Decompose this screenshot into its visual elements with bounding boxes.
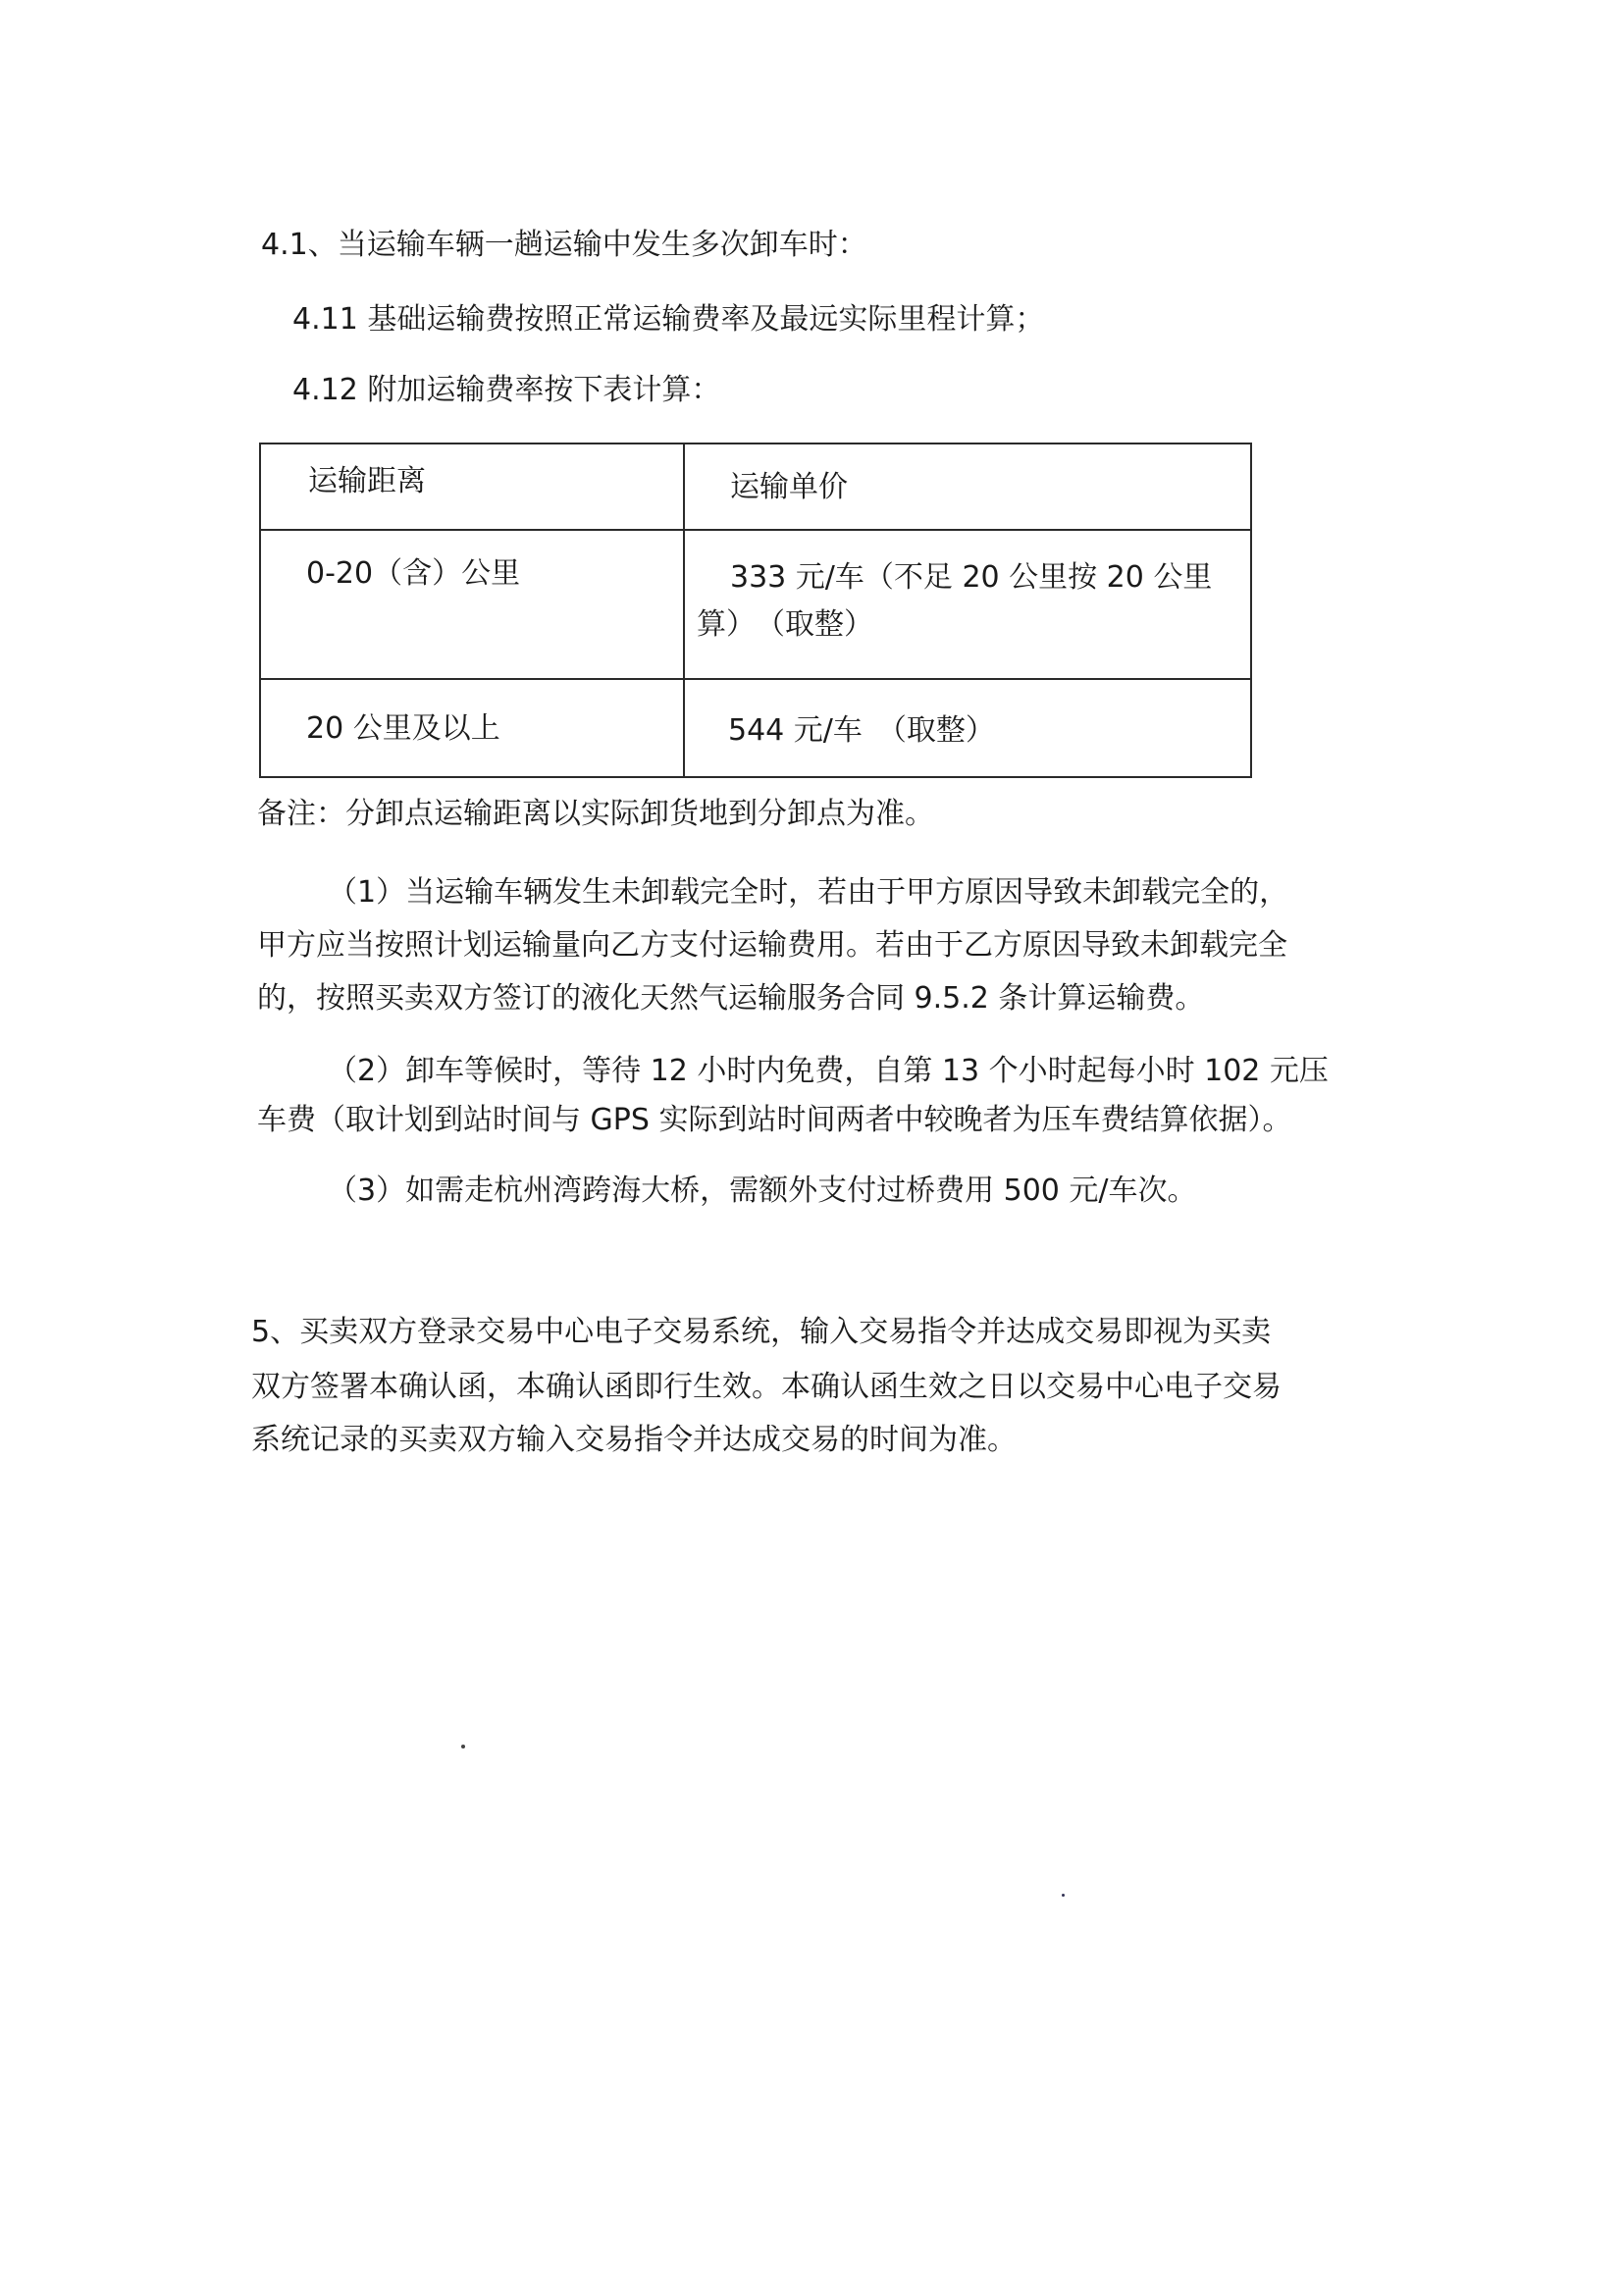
row1-price-line1: 333 元/车（不足 20 公里按 20 公里 [730, 560, 1213, 595]
note1-line2: 甲方应当按照计划运输量向乙方支付运输费用。若由于乙方原因导致未卸载完全 [257, 928, 1287, 963]
header-distance [260, 444, 684, 530]
row2-price-line1: 544 元/车 （取整） [728, 713, 995, 748]
section-5-line2: 双方签署本确认函，本确认函即行生效。本确认函生效之日以交易中心电子交易 [251, 1370, 1282, 1404]
rate-table [259, 443, 1252, 778]
note2-line1: （2）卸车等候时，等待 12 小时内免费，自第 13 个小时起每小时 102 元压 [328, 1054, 1329, 1088]
item-4-12: 4.12 附加运输费率按下表计算： [292, 373, 721, 407]
scan-speck [461, 1745, 465, 1748]
section-4-1: 4.1、当运输车辆一趟运输中发生多次卸车时： [261, 228, 867, 262]
row2-distance-text: 20 公里及以上 [306, 711, 500, 746]
row1-price [684, 530, 1251, 679]
row2-price [684, 679, 1251, 777]
table-row [260, 679, 1251, 777]
table-row [260, 530, 1251, 679]
note1-line1: （1）当运输车辆发生未卸载完全时，若由于甲方原因导致未卸载完全的， [328, 875, 1289, 910]
remark: 备注：分卸点运输距离以实际卸货地到分卸点为准。 [257, 797, 934, 831]
section-5-line1: 5、买卖双方登录交易中心电子交易系统，输入交易指令并达成交易即视为买卖 [251, 1315, 1272, 1349]
header-price-label: 运输单价 [730, 470, 848, 504]
table-header-row [260, 444, 1251, 530]
row1-price-line2: 算） （取整） [697, 607, 873, 642]
row2-distance [260, 679, 684, 777]
section-5-line3: 系统记录的买卖双方输入交易指令并达成交易的时间为准。 [251, 1423, 1017, 1457]
header-price [684, 444, 1251, 530]
row1-distance-text: 0-20（含）公里 [306, 556, 521, 591]
header-distance-label: 运输距离 [308, 464, 426, 498]
note3: （3）如需走杭州湾跨海大桥，需额外支付过桥费用 500 元/车次。 [328, 1174, 1197, 1208]
note1-line3: 的，按照买卖双方签订的液化天然气运输服务合同 9.5.2 条计算运输费。 [257, 981, 1205, 1016]
scan-speck [1062, 1894, 1065, 1897]
item-4-11: 4.11 基础运输费按照正常运输费率及最远实际里程计算； [292, 302, 1045, 337]
row1-distance [260, 530, 684, 679]
note2-line2: 车费（取计划到站时间与 GPS 实际到站时间两者中较晚者为压车费结算依据）。 [257, 1103, 1292, 1137]
